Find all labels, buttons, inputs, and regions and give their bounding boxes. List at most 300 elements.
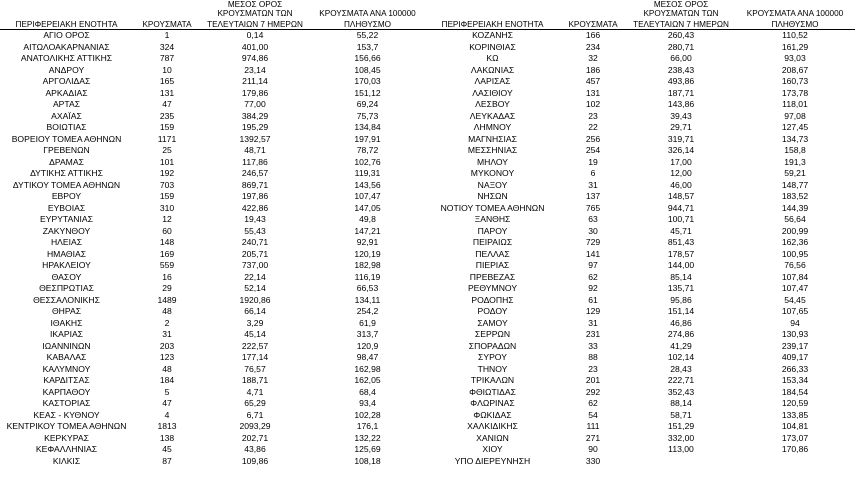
right-rate-per-100k: 134,73: [781, 133, 809, 144]
left-seven-day-average: 422,86: [241, 202, 269, 213]
right-rate-per-100k: 160,73: [781, 76, 809, 87]
header-region: ΠΕΡΙΦΕΡΕΙΑΚΗ ΕΝΟΤΗΤΑ: [0, 18, 133, 30]
left-rate-per-100k: 98,47: [356, 352, 379, 363]
right-cases-value: 22: [588, 122, 598, 133]
right-rate-per-100k: 76,56: [784, 260, 806, 271]
right-region-name: ΡΟΔΟΠΗΣ: [471, 294, 514, 305]
left-region-name: ΑΧΑΪΑΣ: [51, 110, 82, 121]
right-cases-value: 97: [588, 260, 598, 271]
left-rate-per-100k: 147,05: [354, 202, 381, 213]
left-cases-value: 787: [159, 53, 175, 64]
right-region-name: ΛΕΣΒΟΥ: [475, 99, 510, 110]
right-cases-value: 330: [585, 455, 601, 466]
left-cases-value: 25: [162, 145, 172, 156]
left-region-name: ΑΝΑΤΟΛΙΚΗΣ ΑΤΤΙΚΗΣ: [20, 53, 113, 64]
right-seven-day-average: 28,43: [670, 363, 692, 374]
right-cases-value: 137: [585, 191, 601, 202]
left-region-name: ΘΑΣΟΥ: [51, 271, 82, 282]
right-cases-value: 765: [585, 202, 601, 213]
right-seven-day-average: 319,71: [667, 133, 695, 144]
right-region-name: ΠΕΙΡΑΙΩΣ: [472, 237, 513, 248]
table-row: [0, 433, 855, 445]
left-rate-per-100k: 92,91: [356, 237, 379, 248]
right-seven-day-average: 12,00: [670, 168, 692, 179]
right-region-name: ΣΥΡΟΥ: [478, 352, 507, 363]
left-cases-value: 1: [164, 30, 170, 41]
header-avg-line3: ΤΕΛΕΥΤΑΙΩΝ 7 ΗΜΕΡΩΝ: [201, 18, 309, 30]
right-seven-day-average: 851,43: [667, 237, 695, 248]
right-rate-per-100k: 200,99: [781, 225, 809, 236]
left-rate-per-100k: 313,7: [356, 329, 379, 340]
right-region-name: ΧΙΟΥ: [482, 444, 503, 455]
left-region-name: ΒΟΡΕΙΟΥ ΤΟΜΕΑ ΑΘΗΝΩΝ: [11, 133, 122, 144]
left-rate-per-100k: 68,4: [359, 386, 376, 397]
right-region-name: ΚΟΖΑΝΗΣ: [472, 30, 513, 41]
table-header: [0, 0, 855, 30]
table-row: [0, 295, 855, 307]
right-cases-value: 90: [588, 444, 598, 455]
right-region-name: ΤΗΝΟΥ: [477, 363, 508, 374]
left-seven-day-average: 222,57: [241, 340, 269, 351]
right-region-name: ΛΑΡΙΣΑΣ: [474, 76, 511, 87]
right-seven-day-average: 143,86: [667, 99, 695, 110]
left-rate-per-100k: 69,24: [356, 99, 379, 110]
right-cases-value: 141: [585, 248, 601, 259]
right-seven-day-average: 148,57: [667, 191, 695, 202]
left-region-name: ΚΑΡΠΑΘΟΥ: [42, 386, 91, 397]
left-rate-per-100k: 116,19: [354, 271, 381, 282]
left-seven-day-average: 737,00: [241, 260, 269, 271]
left-cases-value: 10: [162, 64, 172, 75]
left-rate-per-100k: 197,91: [354, 133, 381, 144]
right-seven-day-average: 178,57: [667, 248, 695, 259]
left-seven-day-average: 6,71: [246, 409, 264, 420]
right-rate-per-100k: 133,85: [781, 409, 809, 420]
left-region-name: ΗΡΑΚΛΕΙΟΥ: [42, 260, 91, 271]
left-rate-per-100k: 132,22: [354, 432, 381, 443]
left-cases-value: 47: [162, 398, 172, 409]
left-rate-per-100k: 120,19: [354, 248, 381, 259]
left-rate-per-100k: 151,12: [354, 87, 381, 98]
table-row: [0, 180, 855, 192]
left-rate-per-100k: 162,98: [354, 363, 381, 374]
table-row: [0, 214, 855, 226]
right-rate-per-100k: 56,64: [784, 214, 806, 225]
table-row: [0, 53, 855, 65]
right-cases-value: 254: [585, 145, 601, 156]
left-seven-day-average: 19,43: [244, 214, 266, 225]
right-seven-day-average: 39,43: [670, 110, 692, 121]
left-cases-value: 148: [159, 237, 175, 248]
right-region-name: ΤΡΙΚΑΛΩΝ: [470, 375, 515, 386]
header-avg-line2-right: ΚΡΟΥΣΜΑΤΩΝ ΤΩΝ: [643, 9, 719, 19]
left-seven-day-average: 76,57: [244, 363, 266, 374]
right-region-name: ΛΕΥΚΑΔΑΣ: [469, 110, 516, 121]
left-region-name: ΙΚΑΡΙΑΣ: [49, 329, 83, 340]
table-row: [0, 203, 855, 215]
right-cases-value: 23: [588, 363, 598, 374]
left-seven-day-average: 195,29: [241, 122, 269, 133]
left-region-name: ΗΜΑΘΙΑΣ: [46, 248, 87, 259]
left-cases-value: 123: [159, 352, 175, 363]
right-cases-value: 729: [585, 237, 601, 248]
right-cases-value: 31: [588, 317, 598, 328]
right-cases-value: 271: [585, 432, 601, 443]
left-region-name: ΘΕΣΣΑΛΟΝΙΚΗΣ: [33, 294, 100, 305]
right-seven-day-average: [627, 456, 735, 468]
right-region-name: ΠΕΛΛΑΣ: [475, 248, 510, 259]
left-seven-day-average: 179,86: [241, 87, 269, 98]
right-rate-per-100k: 183,52: [781, 191, 809, 202]
left-region-name: ΗΛΕΙΑΣ: [50, 237, 83, 248]
table-row: [0, 318, 855, 330]
header-cases-right: ΚΡΟΥΣΜΑΤΑ: [559, 18, 627, 30]
right-rate-per-100k: 184,54: [781, 386, 809, 397]
left-region-name: ΕΒΡΟΥ: [51, 191, 82, 202]
right-region-name: ΡΕΘΥΜΝΟΥ: [467, 283, 518, 294]
left-rate-per-100k: 61,9: [359, 317, 376, 328]
left-cases-value: 310: [159, 202, 175, 213]
header-rate-line1: ΚΡΟΥΣΜΑΤΑ ΑΝΑ 100000: [319, 9, 416, 19]
right-region-name: ΦΛΩΡΙΝΑΣ: [470, 398, 515, 409]
right-region-name: ΧΑΝΙΩΝ: [476, 432, 509, 443]
left-seven-day-average: 4,71: [246, 386, 264, 397]
table-row: [0, 168, 855, 180]
right-region-name: ΝΗΣΩΝ: [477, 191, 508, 202]
table-row: [0, 122, 855, 134]
right-rate-per-100k: 191,3: [784, 156, 806, 167]
left-region-name: ΒΟΙΩΤΙΑΣ: [46, 122, 87, 133]
right-cases-value: 61: [588, 294, 598, 305]
left-cases-value: 101: [159, 156, 175, 167]
left-cases-value: 12: [162, 214, 172, 225]
table-row: [0, 283, 855, 295]
left-seven-day-average: 401,00: [241, 41, 269, 52]
right-cases-value: 30: [588, 225, 598, 236]
right-cases-value: 62: [588, 271, 598, 282]
header-avg-line1-right: ΜΕΣΟΣ ΟΡΟΣ: [653, 0, 709, 9]
right-seven-day-average: 46,00: [670, 179, 692, 190]
right-seven-day-average: 493,86: [667, 76, 695, 87]
right-seven-day-average: 29,71: [670, 122, 692, 133]
table-row: [0, 88, 855, 100]
left-region-name: ΚΕΝΤΡΙΚΟΥ ΤΟΜΕΑ ΑΘΗΝΩΝ: [6, 421, 127, 432]
left-rate-per-100k: 176,1: [356, 421, 379, 432]
right-region-name: ΚΟΡΙΝΘΙΑΣ: [469, 41, 516, 52]
table-row: [0, 249, 855, 261]
left-rate-per-100k: 134,84: [354, 122, 381, 133]
table-row: [0, 111, 855, 123]
right-region-name: ΣΠΟΡΑΔΩΝ: [468, 340, 517, 351]
left-region-name: ΚΕΑΣ - ΚΥΘΝΟΥ: [33, 409, 100, 420]
left-region-name: ΚΑΒΑΛΑΣ: [46, 352, 87, 363]
left-cases-value: 703: [159, 179, 175, 190]
right-cases-value: 32: [588, 53, 598, 64]
right-seven-day-average: 144,00: [667, 260, 695, 271]
right-rate-per-100k: 120,59: [781, 398, 809, 409]
right-cases-value: 6: [590, 168, 596, 179]
right-rate-per-100k: 153,34: [781, 375, 809, 386]
left-rate-per-100k: 49,8: [359, 214, 376, 225]
right-seven-day-average: 113,00: [668, 444, 694, 455]
left-rate-per-100k: 108,45: [354, 64, 381, 75]
right-seven-day-average: 274,86: [667, 329, 695, 340]
header-avg-line3-right: ΤΕΛΕΥΤΑΙΩΝ 7 ΗΜΕΡΩΝ: [627, 18, 735, 30]
left-seven-day-average: 1392,57: [239, 133, 271, 144]
table-row: [0, 398, 855, 410]
header-avg-line2: ΚΡΟΥΣΜΑΤΩΝ ΤΩΝ: [217, 9, 293, 19]
left-cases-value: 169: [159, 248, 175, 259]
right-seven-day-average: 944,71: [667, 202, 695, 213]
left-rate-per-100k: 66,53: [356, 283, 379, 294]
right-rate-per-100k: 104,81: [781, 421, 809, 432]
right-seven-day-average: 135,71: [667, 283, 695, 294]
left-cases-value: 1171: [157, 133, 177, 144]
table-row: [0, 30, 855, 42]
right-region-name: ΦΘΙΩΤΙΔΑΣ: [469, 386, 516, 397]
table-row: [0, 134, 855, 146]
left-cases-value: 138: [159, 432, 175, 443]
right-region-name: ΧΑΛΚΙΔΙΚΗΣ: [467, 421, 518, 432]
table-row: [0, 42, 855, 54]
left-rate-per-100k: 107,47: [354, 191, 381, 202]
right-rate-per-100k: 130,93: [781, 329, 809, 340]
left-region-name: ΑΡΚΑΔΙΑΣ: [45, 87, 88, 98]
right-rate-per-100k: 127,45: [781, 122, 809, 133]
right-seven-day-average: 187,71: [667, 87, 695, 98]
left-cases-value: 60: [162, 225, 172, 236]
right-seven-day-average: 151,14: [667, 306, 695, 317]
left-region-name: ΑΡΤΑΣ: [52, 99, 81, 110]
left-rate-per-100k: 78,72: [356, 145, 379, 156]
table-row: [0, 329, 855, 341]
right-seven-day-average: 326,14: [667, 145, 695, 156]
table-row: [0, 421, 855, 433]
left-rate-per-100k: 153,7: [356, 41, 379, 52]
left-seven-day-average: 43,86: [244, 444, 266, 455]
left-cases-value: 87: [162, 455, 172, 466]
right-region-name: ΡΟΔΟΥ: [477, 306, 508, 317]
table-row: [0, 272, 855, 284]
left-seven-day-average: 205,71: [241, 248, 269, 259]
left-rate-per-100k: 102,76: [354, 156, 381, 167]
right-cases-value: 102: [585, 99, 601, 110]
right-rate-per-100k: 208,67: [781, 64, 809, 75]
table-row: [0, 65, 855, 77]
left-region-name: ΙΘΑΚΗΣ: [50, 317, 83, 328]
header-avg-line1: ΜΕΣΟΣ ΟΡΟΣ: [227, 0, 283, 9]
right-rate-per-100k: 148,77: [781, 179, 809, 190]
right-region-name: ΠΙΕΡΙΑΣ: [475, 260, 510, 271]
left-region-name: ΚΑΣΤΟΡΙΑΣ: [42, 398, 91, 409]
left-region-name: ΚΕΡΚΥΡΑΣ: [44, 432, 89, 443]
left-region-name: ΑΙΤΩΛΟΑΚΑΡΝΑΝΙΑΣ: [23, 41, 110, 52]
left-rate-per-100k: 55,22: [356, 30, 379, 41]
left-seven-day-average: 22,14: [244, 271, 266, 282]
left-cases-value: 5: [164, 386, 170, 397]
header-cases: ΚΡΟΥΣΜΑΤΑ: [133, 18, 201, 30]
right-seven-day-average: 102,14: [667, 352, 695, 363]
left-cases-value: 165: [159, 76, 175, 87]
left-cases-value: 31: [162, 329, 172, 340]
left-region-name: ΘΗΡΑΣ: [51, 306, 82, 317]
table-row: [0, 364, 855, 376]
right-rate-per-100k: 118,01: [782, 99, 808, 110]
right-region-name: ΜΕΣΣΗΝΙΑΣ: [467, 145, 518, 156]
left-cases-value: 324: [159, 41, 175, 52]
left-region-name: ΓΡΕΒΕΝΩΝ: [43, 145, 90, 156]
header-rate-line1-right: ΚΡΟΥΣΜΑΤΑ ΑΝΑ 100000: [746, 9, 844, 19]
right-cases-value: 62: [588, 398, 598, 409]
right-region-name: ΜΥΚΟΝΟΥ: [470, 168, 515, 179]
right-rate-per-100k: 161,29: [781, 41, 809, 52]
right-cases-value: 31: [588, 179, 598, 190]
right-cases-value: 186: [585, 64, 601, 75]
left-region-name: ΕΥΡΥΤΑΝΙΑΣ: [40, 214, 93, 225]
left-seven-day-average: 52,14: [244, 283, 266, 294]
table-row: [0, 145, 855, 157]
table-row: [0, 444, 855, 456]
right-rate-per-100k: 409,17: [781, 352, 809, 363]
right-cases-value: 256: [585, 133, 601, 144]
right-seven-day-average: 100,71: [667, 214, 695, 225]
left-seven-day-average: 77,00: [244, 99, 266, 110]
left-region-name: ΑΓΙΟ ΟΡΟΣ: [43, 30, 90, 41]
left-seven-day-average: 974,86: [241, 53, 269, 64]
left-cases-value: 48: [162, 363, 172, 374]
left-cases-value: 29: [162, 283, 172, 294]
right-region-name: ΛΑΣΙΘΙΟΥ: [472, 87, 513, 98]
left-cases-value: 192: [159, 168, 175, 179]
right-rate-per-100k: 93,03: [784, 53, 806, 64]
right-cases-value: 201: [585, 375, 601, 386]
right-rate-per-100k: 107,47: [781, 283, 809, 294]
left-seven-day-average: 55,43: [244, 225, 266, 236]
right-cases-value: 457: [585, 76, 601, 87]
table-row: [0, 226, 855, 238]
right-cases-value: 23: [588, 110, 598, 121]
right-cases-value: 54: [588, 409, 598, 420]
table-row: [0, 375, 855, 387]
left-region-name: ΙΩΑΝΝΙΝΩΝ: [42, 340, 91, 351]
right-rate-per-100k: 173,78: [781, 87, 809, 98]
right-rate-per-100k: 107,65: [781, 306, 809, 317]
left-seven-day-average: 177,14: [241, 352, 269, 363]
right-cases-value: 234: [585, 41, 601, 52]
left-rate-per-100k: 254,2: [356, 306, 379, 317]
left-seven-day-average: 3,29: [246, 317, 264, 328]
left-seven-day-average: 211,14: [242, 76, 268, 87]
right-region-name: ΝΟΤΙΟΥ ΤΟΜΕΑ ΑΘΗΝΩΝ: [440, 202, 545, 213]
left-cases-value: 235: [159, 110, 175, 121]
table-row: [0, 76, 855, 88]
left-cases-value: 45: [162, 444, 172, 455]
table-row: [0, 237, 855, 249]
left-rate-per-100k: 156,66: [354, 53, 381, 64]
right-rate-per-100k: 110,52: [782, 30, 808, 41]
left-region-name: ΑΡΓΟΛΙΔΑΣ: [42, 76, 91, 87]
left-seven-day-average: 0,14: [246, 30, 264, 41]
right-cases-value: 166: [585, 30, 601, 41]
right-seven-day-average: 58,71: [670, 409, 692, 420]
left-region-name: ΔΥΤΙΚΗΣ ΑΤΤΙΚΗΣ: [30, 168, 103, 179]
left-rate-per-100k: 134,11: [354, 294, 381, 305]
right-seven-day-average: 222,71: [667, 375, 695, 386]
right-rate-per-100k: [735, 456, 855, 468]
right-region-name: ΠΑΡΟΥ: [477, 225, 508, 236]
left-region-name: ΔΥΤΙΚΟΥ ΤΟΜΕΑ ΑΘΗΝΩΝ: [12, 179, 121, 190]
left-cases-value: 48: [162, 306, 172, 317]
left-rate-per-100k: 147,21: [354, 225, 381, 236]
left-cases-value: 184: [159, 375, 175, 386]
table-row: [0, 191, 855, 203]
left-region-name: ΑΝΔΡΟΥ: [48, 64, 85, 75]
left-region-name: ΔΡΑΜΑΣ: [49, 156, 84, 167]
table-row: [0, 387, 855, 399]
left-seven-day-average: 202,71: [241, 432, 269, 443]
header-rate-line2-right: ΠΛΗΘΥΣΜΟ: [735, 18, 855, 30]
left-cases-value: 4: [164, 409, 170, 420]
table-row: [0, 157, 855, 169]
left-cases-value: 47: [162, 99, 172, 110]
table-row: [0, 341, 855, 353]
right-cases-value: 292: [585, 386, 601, 397]
left-region-name: ΖΑΚΥΝΘΟΥ: [42, 225, 91, 236]
right-seven-day-average: 332,00: [667, 432, 695, 443]
right-cases-value: 92: [588, 283, 598, 294]
left-seven-day-average: 1920,86: [239, 294, 271, 305]
right-seven-day-average: 66,00: [670, 53, 692, 64]
right-region-name: ΣΕΡΡΩΝ: [474, 329, 511, 340]
left-seven-day-average: 188,71: [241, 375, 269, 386]
left-cases-value: 159: [159, 191, 175, 202]
right-seven-day-average: 260,43: [667, 30, 695, 41]
header-region-right: ΠΕΡΙΦΕΡΕΙΑΚΗ ΕΝΟΤΗΤΑ: [426, 18, 559, 30]
right-region-name: ΞΑΝΘΗΣ: [474, 214, 511, 225]
right-seven-day-average: 45,71: [670, 225, 692, 236]
right-region-name: ΣΑΜΟΥ: [477, 317, 508, 328]
right-seven-day-average: 46,86: [670, 317, 692, 328]
header-rate-line2: ΠΛΗΘΥΣΜΟ: [309, 18, 426, 30]
right-seven-day-average: 151,29: [667, 421, 695, 432]
left-cases-value: 16: [162, 271, 172, 282]
left-cases-value: 1813: [157, 421, 177, 432]
right-cases-value: 131: [585, 87, 601, 98]
left-seven-day-average: 48,71: [244, 145, 266, 156]
right-rate-per-100k: 266,33: [781, 363, 809, 374]
left-cases-value: 559: [159, 260, 175, 271]
right-rate-per-100k: 162,36: [781, 237, 809, 248]
left-rate-per-100k: 182,98: [354, 260, 381, 271]
right-cases-value: 111: [586, 421, 600, 432]
right-rate-per-100k: 107,84: [781, 271, 809, 282]
left-cases-value: 1489: [157, 294, 177, 305]
table-row: [0, 99, 855, 111]
left-region-name: ΘΕΣΠΡΩΤΙΑΣ: [39, 283, 94, 294]
right-region-name: ΥΠΟ ΔΙΕΡΕΥΝΗΣΗ: [454, 455, 531, 466]
left-rate-per-100k: 119,31: [354, 168, 381, 179]
left-seven-day-average: 117,86: [242, 156, 268, 167]
left-seven-day-average: 869,71: [241, 179, 269, 190]
table-row: [0, 410, 855, 422]
left-seven-day-average: 45,14: [244, 329, 266, 340]
right-region-name: ΦΩΚΙΔΑΣ: [473, 409, 512, 420]
right-rate-per-100k: 170,86: [781, 444, 809, 455]
left-region-name: ΚΙΛΚΙΣ: [52, 455, 81, 466]
left-seven-day-average: 109,86: [241, 455, 269, 466]
right-rate-per-100k: 239,17: [781, 340, 809, 351]
right-rate-per-100k: 100,95: [781, 248, 809, 259]
